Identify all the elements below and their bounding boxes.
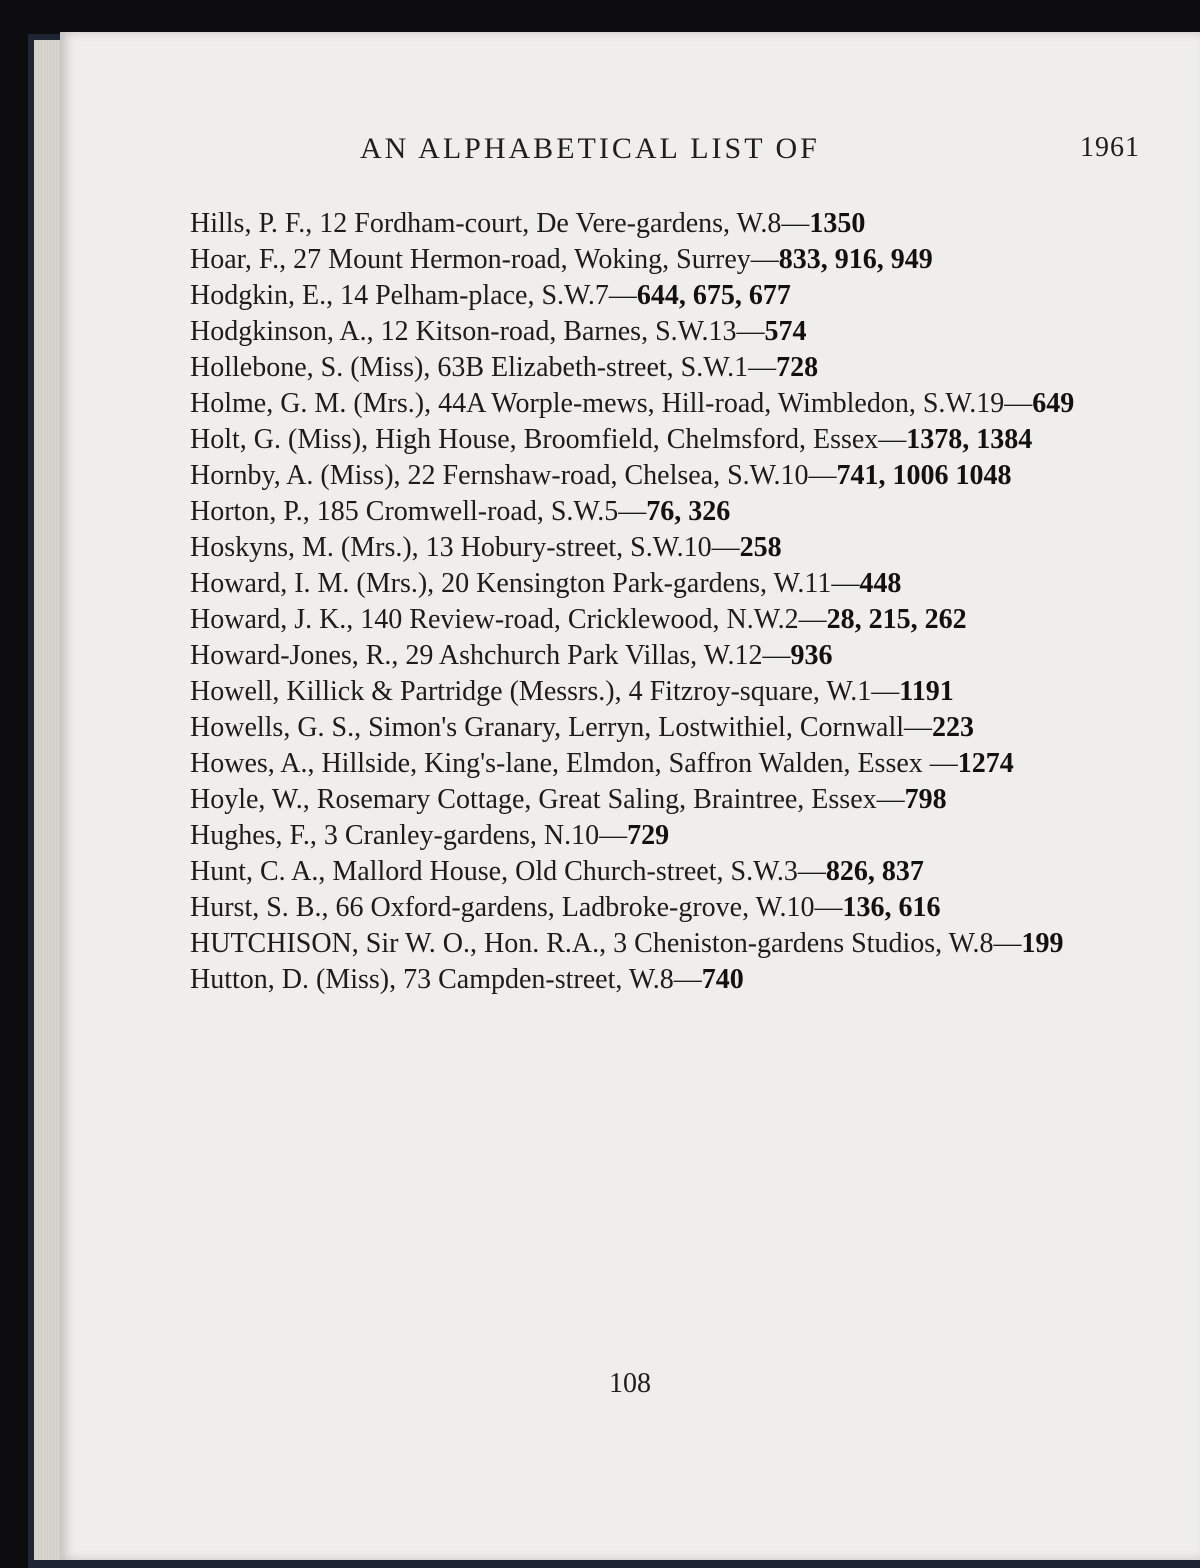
running-head-year: 1961: [1080, 132, 1140, 163]
list-item: [190, 746, 1148, 782]
entry-text: Hutton, D. (Miss), 73 Campden-street, W.8—: [190, 964, 702, 995]
entry-refs: 649: [1032, 388, 1075, 419]
list-item: [190, 458, 1148, 494]
entry-text: Hurst, S. B., 66 Oxford-gardens, Ladbroke-grove, W.10—: [190, 892, 843, 923]
running-head-title: AN ALPHABETICAL LIST OF: [360, 132, 820, 165]
entry-text: Howells, G. S., Simon's Granary, Lerryn, Lostwithiel, Cornwall—: [190, 712, 933, 743]
entry-text: Hughes, F., 3 Cranley-gardens, N.10—: [190, 820, 628, 851]
entry-refs: 936: [790, 640, 833, 671]
entry-refs: 574: [764, 316, 807, 347]
list-item: [190, 206, 1148, 242]
entry-refs: 798: [904, 784, 947, 815]
list-item: [190, 566, 1148, 602]
list-item: [190, 710, 1148, 746]
list-item: [190, 674, 1148, 710]
entry-refs: 833, 916, 949: [778, 244, 933, 275]
page-number: 108: [609, 1368, 651, 1399]
list-item: [190, 242, 1148, 278]
entry-refs: 258: [739, 532, 782, 563]
list-item: [190, 818, 1148, 854]
entry-refs: 826, 837: [825, 856, 924, 887]
running-head: [360, 132, 1140, 172]
list-item: [190, 530, 1148, 566]
entry-refs: 223: [932, 712, 975, 743]
entry-text: Howes, A., Hillside, King's-lane, Elmdon, Saffron Walden, Essex —: [190, 748, 958, 779]
entry-text: Howard, I. M. (Mrs.), 20 Kensington Park-gardens, W.11—: [190, 568, 860, 599]
entry-refs: 1274: [957, 748, 1014, 779]
entry-refs: 448: [859, 568, 902, 599]
list-item: [190, 494, 1148, 530]
entry-refs: 1378, 1384: [906, 424, 1033, 455]
entry-text: Holme, G. M. (Mrs.), 44A Worple-mews, Hill-road, Wimbledon, S.W.19—: [190, 388, 1033, 419]
entry-refs: 1191: [899, 676, 954, 707]
entry-text: Howell, Killick & Partridge (Messrs.), 4 Fitzroy-square, W.1—: [190, 676, 900, 707]
entry-text: Hornby, A. (Miss), 22 Fernshaw-road, Chelsea, S.W.10—: [190, 460, 837, 491]
list-item: [190, 854, 1148, 890]
list-item: [190, 782, 1148, 818]
entry-text: Hoskyns, M. (Mrs.), 13 Hobury-street, S.W.10—: [190, 532, 740, 563]
entry-text: Hodgkinson, A., 12 Kitson-road, Barnes, S.W.13—: [190, 316, 765, 347]
list-item: [190, 422, 1148, 458]
list-item: [190, 890, 1148, 926]
list-item: [190, 314, 1148, 350]
entry-refs: 729: [627, 820, 670, 851]
list-item: [190, 638, 1148, 674]
entry-text: Hoyle, W., Rosemary Cottage, Great Saling, Braintree, Essex—: [190, 784, 905, 815]
entry-text: Hunt, C. A., Mallord House, Old Church-street, S.W.3—: [190, 856, 826, 887]
list-item: [190, 602, 1148, 638]
entry-refs: 76, 326: [646, 496, 731, 527]
list-item: [190, 350, 1148, 386]
entry-text: Hoar, F., 27 Mount Hermon-road, Woking, Surrey—: [190, 244, 779, 275]
list-item: [190, 278, 1148, 314]
entry-text: Holt, G. (Miss), High House, Broomfield, Chelmsford, Essex—: [190, 424, 907, 455]
entry-text: Howard-Jones, R., 29 Ashchurch Park Villas, W.12—: [190, 640, 791, 671]
entry-text: Hollebone, S. (Miss), 63B Elizabeth-street, S.W.1—: [190, 352, 777, 383]
entry-text: Howard, J. K., 140 Review-road, Cricklewood, N.W.2—: [190, 604, 827, 635]
entry-refs: 728: [776, 352, 819, 383]
entry-list: [190, 206, 1148, 998]
list-item: [190, 386, 1148, 422]
entry-text: Hodgkin, E., 14 Pelham-place, S.W.7—: [190, 280, 637, 311]
entry-refs: 199: [1021, 928, 1064, 959]
entry-refs: 136, 616: [842, 892, 941, 923]
entry-text: Hills, P. F., 12 Fordham-court, De Vere-gardens, W.8—: [190, 208, 810, 239]
entry-refs: 644, 675, 677: [636, 280, 791, 311]
entry-refs: 28, 215, 262: [826, 604, 967, 635]
list-item: [190, 962, 1148, 998]
entry-refs: 1350: [809, 208, 866, 239]
entry-refs: 740: [701, 964, 744, 995]
entry-text: HUTCHISON, Sir W. O., Hon. R.A., 3 Cheniston-gardens Studios, W.8—: [190, 928, 1022, 959]
book-page: [60, 32, 1200, 1560]
entry-refs: 741, 1006 1048: [836, 460, 1012, 491]
list-item: [190, 926, 1148, 962]
entry-text: Horton, P., 185 Cromwell-road, S.W.5—: [190, 496, 647, 527]
